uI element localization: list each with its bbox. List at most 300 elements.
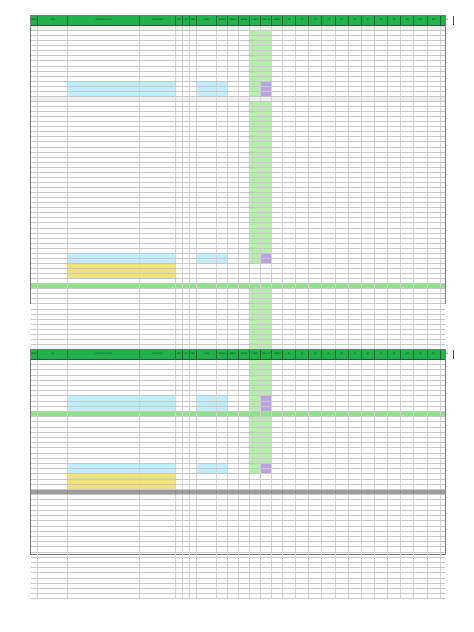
table-cell[interactable] (336, 127, 349, 131)
table-cell[interactable] (336, 31, 349, 35)
table-cell[interactable] (362, 370, 375, 374)
table-cell[interactable]: 1500 (250, 269, 261, 273)
table-cell[interactable] (309, 532, 322, 536)
table-cell[interactable] (217, 516, 228, 520)
table-cell[interactable] (272, 218, 283, 222)
table-cell[interactable] (441, 51, 445, 55)
table-cell[interactable] (31, 553, 38, 557)
table-cell[interactable]: Provisional (197, 117, 217, 121)
table-cell[interactable] (228, 516, 239, 520)
table-cell[interactable] (239, 417, 250, 421)
table-cell[interactable] (228, 573, 239, 577)
table-cell[interactable] (441, 173, 445, 177)
table-cell[interactable]: m (176, 234, 183, 238)
table-cell[interactable]: 1000 gauge (140, 137, 176, 141)
table-cell[interactable] (38, 542, 68, 546)
table-cell[interactable] (336, 102, 349, 106)
table-cell[interactable]: SC-006 (38, 56, 68, 60)
table-cell[interactable]: 2.20 (31, 198, 38, 202)
table-cell[interactable] (362, 521, 375, 525)
table-cell[interactable]: Removal of debris from site (68, 36, 140, 40)
table-cell[interactable] (140, 469, 176, 473)
table-cell[interactable]: 1.7 (31, 61, 38, 65)
table-cell[interactable]: m3 (176, 117, 183, 121)
table-cell[interactable] (296, 148, 309, 152)
table-cell[interactable] (309, 67, 322, 71)
table-cell[interactable] (388, 97, 401, 101)
table-cell[interactable] (441, 320, 445, 324)
table-cell[interactable]: m3 (176, 218, 183, 222)
table-cell[interactable] (441, 386, 445, 390)
table-cell[interactable] (261, 568, 272, 572)
table-cell[interactable] (388, 485, 401, 489)
table-cell[interactable] (349, 137, 362, 141)
table-cell[interactable]: 60 (190, 198, 197, 202)
table-cell[interactable]: Excavation of foundation trenches (68, 102, 140, 106)
table-cell[interactable] (336, 464, 349, 468)
table-cell[interactable] (217, 594, 228, 598)
table-cell[interactable]: Steel roof trusses (68, 417, 140, 421)
table-cell[interactable] (250, 573, 261, 577)
table-cell[interactable] (272, 320, 283, 324)
table-cell[interactable] (401, 469, 414, 473)
table-cell[interactable]: item (176, 198, 183, 202)
table-cell[interactable]: 1.2 (190, 310, 197, 314)
table-cell[interactable]: m2 (176, 360, 183, 364)
table-cell[interactable] (176, 579, 183, 583)
table-cell[interactable] (217, 51, 228, 55)
table-cell[interactable] (322, 213, 335, 217)
table-cell[interactable] (272, 244, 283, 248)
table-cell[interactable]: 2.10 (31, 148, 38, 152)
table-cell[interactable] (336, 289, 349, 293)
table-cell[interactable] (349, 335, 362, 339)
table-cell[interactable] (272, 137, 283, 141)
table-cell[interactable] (322, 158, 335, 162)
table-cell[interactable] (239, 56, 250, 60)
table-cell[interactable] (401, 454, 414, 458)
table-cell[interactable] (283, 511, 296, 515)
table-cell[interactable] (261, 516, 272, 520)
table-cell[interactable]: 5.3 (31, 428, 38, 432)
table-cell[interactable] (296, 402, 309, 406)
table-cell[interactable] (401, 92, 414, 96)
table-cell[interactable] (414, 203, 427, 207)
table-cell[interactable] (283, 178, 296, 182)
table-cell[interactable] (250, 490, 261, 494)
table-cell[interactable] (375, 511, 388, 515)
table-cell[interactable] (140, 87, 176, 91)
table-cell[interactable] (428, 573, 441, 577)
table-cell[interactable] (414, 500, 427, 504)
table-cell[interactable] (228, 584, 239, 588)
table-cell[interactable] (296, 542, 309, 546)
table-cell[interactable]: 150 (250, 193, 261, 197)
table-cell[interactable] (349, 269, 362, 273)
table-cell[interactable] (190, 254, 197, 258)
table-cell[interactable] (283, 203, 296, 207)
table-cell[interactable] (190, 264, 197, 268)
table-cell[interactable] (272, 51, 283, 55)
table-cell[interactable] (336, 97, 349, 101)
table-cell[interactable] (197, 469, 217, 473)
table-cell[interactable] (38, 495, 68, 499)
table-cell[interactable] (428, 97, 441, 101)
table-cell[interactable] (197, 495, 217, 499)
table-cell[interactable] (283, 254, 296, 258)
table-cell[interactable] (388, 208, 401, 212)
table-cell[interactable] (261, 459, 272, 463)
table-cell[interactable] (296, 112, 309, 116)
table-cell[interactable]: SC-009 (38, 72, 68, 76)
table-cell[interactable] (375, 454, 388, 458)
table-cell[interactable] (190, 274, 197, 278)
table-cell[interactable]: M20 (140, 340, 176, 344)
table-cell[interactable] (283, 320, 296, 324)
table-cell[interactable] (362, 568, 375, 572)
table-cell[interactable] (309, 584, 322, 588)
table-cell[interactable]: CW-012 (38, 345, 68, 349)
table-cell[interactable] (388, 325, 401, 329)
table-cell[interactable]: 120 (250, 183, 261, 187)
table-cell[interactable] (272, 183, 283, 187)
table-cell[interactable] (336, 158, 349, 162)
table-cell[interactable] (239, 234, 250, 238)
table-cell[interactable] (283, 495, 296, 499)
table-cell[interactable] (38, 500, 68, 504)
table-cell[interactable] (401, 203, 414, 207)
table-cell[interactable] (322, 208, 335, 212)
table-cell[interactable] (283, 335, 296, 339)
table-cell[interactable]: m (176, 422, 183, 426)
table-cell[interactable] (296, 474, 309, 478)
table-cell[interactable] (309, 396, 322, 400)
table-cell[interactable] (388, 31, 401, 35)
table-cell[interactable] (414, 132, 427, 136)
table-cell[interactable]: 3.11 (31, 340, 38, 344)
table-cell[interactable]: Lump sum (197, 46, 217, 50)
table-cell[interactable] (309, 464, 322, 468)
table-cell[interactable]: Dewatering of excavations (68, 148, 140, 152)
table-cell[interactable] (388, 402, 401, 406)
table-cell[interactable] (183, 26, 190, 30)
table-cell[interactable] (362, 284, 375, 288)
table-cell[interactable]: Non-shrink (140, 345, 176, 349)
table-cell[interactable] (414, 584, 427, 588)
table-cell[interactable] (228, 127, 239, 131)
table-cell[interactable] (283, 122, 296, 126)
table-cell[interactable]: m3 (176, 112, 183, 116)
table-cell[interactable] (428, 500, 441, 504)
table-cell[interactable] (428, 558, 441, 562)
table-cell[interactable]: 25 (183, 391, 190, 395)
table-cell[interactable]: TOTAL CARRIED FORWARD (68, 92, 140, 96)
table-cell[interactable] (441, 239, 445, 243)
table-cell[interactable] (322, 279, 335, 283)
table-cell[interactable] (322, 51, 335, 55)
table-cell[interactable] (217, 474, 228, 478)
table-cell[interactable] (336, 443, 349, 447)
table-cell[interactable] (217, 448, 228, 452)
table-cell[interactable]: 4.4 (31, 376, 38, 380)
table-cell[interactable] (401, 527, 414, 531)
table-cell[interactable]: Matching (140, 433, 176, 437)
table-cell[interactable] (349, 391, 362, 395)
table-cell[interactable] (239, 381, 250, 385)
table-cell[interactable] (239, 46, 250, 50)
table-cell[interactable] (428, 198, 441, 202)
table-cell[interactable] (183, 506, 190, 510)
table-cell[interactable]: m2 (176, 127, 183, 131)
table-cell[interactable] (414, 412, 427, 416)
table-cell[interactable] (183, 547, 190, 551)
table-cell[interactable] (414, 495, 427, 499)
table-cell[interactable]: 2.5 (31, 122, 38, 126)
table-cell[interactable] (401, 485, 414, 489)
table-cell[interactable] (414, 553, 427, 557)
table-cell[interactable] (239, 568, 250, 572)
table-cell[interactable] (217, 391, 228, 395)
table-cell[interactable] (309, 506, 322, 510)
table-cell[interactable] (217, 56, 228, 60)
table-cell[interactable] (388, 422, 401, 426)
table-cell[interactable]: 35 (183, 234, 190, 238)
table-cell[interactable] (322, 433, 335, 437)
table-cell[interactable] (140, 568, 176, 572)
table-cell[interactable]: 400 (190, 249, 197, 253)
table-cell[interactable] (38, 594, 68, 598)
table-cell[interactable] (228, 365, 239, 369)
table-cell[interactable] (261, 178, 272, 182)
table-cell[interactable]: Provisional (197, 137, 217, 141)
table-cell[interactable] (362, 330, 375, 334)
table-cell[interactable] (322, 469, 335, 473)
table-cell[interactable] (283, 428, 296, 432)
table-cell[interactable]: 4.3 (31, 370, 38, 374)
table-cell[interactable] (296, 340, 309, 344)
table-cell[interactable]: Reinstatement of surfaces (68, 208, 140, 212)
table-cell[interactable] (272, 122, 283, 126)
table-cell[interactable] (140, 396, 176, 400)
table-cell[interactable] (336, 67, 349, 71)
table-cell[interactable]: 3 (190, 132, 197, 136)
table-cell[interactable] (428, 102, 441, 106)
table-cell[interactable] (296, 480, 309, 484)
table-cell[interactable] (375, 381, 388, 385)
table-cell[interactable] (349, 289, 362, 293)
table-cell[interactable] (388, 532, 401, 536)
table-cell[interactable] (336, 370, 349, 374)
table-cell[interactable] (38, 264, 68, 268)
table-cell[interactable] (283, 259, 296, 263)
table-cell[interactable] (428, 542, 441, 546)
table-cell[interactable] (375, 218, 388, 222)
table-cell[interactable] (261, 208, 272, 212)
table-cell[interactable] (322, 474, 335, 478)
table-cell[interactable] (441, 41, 445, 45)
table-cell[interactable] (296, 132, 309, 136)
table-cell[interactable] (296, 443, 309, 447)
table-cell[interactable]: Profiled (140, 428, 176, 432)
table-cell[interactable] (176, 274, 183, 278)
table-cell[interactable] (261, 294, 272, 298)
table-cell[interactable] (309, 188, 322, 192)
table-cell[interactable] (428, 553, 441, 557)
table-cell[interactable] (272, 46, 283, 50)
table-cell[interactable] (375, 299, 388, 303)
table-cell[interactable] (414, 589, 427, 593)
table-cell[interactable]: item (176, 67, 183, 71)
table-cell[interactable] (336, 527, 349, 531)
table-cell[interactable] (190, 490, 197, 494)
table-cell[interactable]: Imported (140, 218, 176, 222)
table-cell[interactable] (322, 299, 335, 303)
table-cell[interactable] (349, 61, 362, 65)
table-cell[interactable] (261, 299, 272, 303)
table-cell[interactable] (239, 31, 250, 35)
table-cell[interactable]: 380 (250, 315, 261, 319)
table-cell[interactable] (31, 279, 38, 283)
table-cell[interactable] (239, 132, 250, 136)
table-cell[interactable] (375, 527, 388, 531)
table-cell[interactable] (441, 568, 445, 572)
table-cell[interactable]: nr (176, 178, 183, 182)
table-cell[interactable] (176, 279, 183, 283)
table-cell[interactable] (388, 573, 401, 577)
table-cell[interactable] (322, 239, 335, 243)
table-cell[interactable] (428, 433, 441, 437)
table-cell[interactable] (375, 594, 388, 598)
table-cell[interactable] (414, 51, 427, 55)
table-cell[interactable] (441, 480, 445, 484)
table-cell[interactable] (272, 102, 283, 106)
table-cell[interactable]: 95 (183, 137, 190, 141)
table-cell[interactable] (414, 325, 427, 329)
table-cell[interactable] (140, 500, 176, 504)
table-cell[interactable] (336, 107, 349, 111)
table-cell[interactable] (309, 153, 322, 157)
table-cell[interactable] (349, 315, 362, 319)
table-cell[interactable]: m2 (176, 173, 183, 177)
table-cell[interactable] (228, 67, 239, 71)
table-cell[interactable]: Provisional (197, 454, 217, 458)
table-cell[interactable] (401, 244, 414, 248)
table-cell[interactable] (375, 208, 388, 212)
table-cell[interactable] (441, 284, 445, 288)
table-cell[interactable] (283, 381, 296, 385)
table-cell[interactable] (336, 500, 349, 504)
table-cell[interactable] (272, 365, 283, 369)
table-cell[interactable] (183, 92, 190, 96)
table-cell[interactable] (322, 31, 335, 35)
table-cell[interactable] (296, 178, 309, 182)
table-cell[interactable] (283, 407, 296, 411)
table-cell[interactable] (38, 506, 68, 510)
table-cell[interactable] (309, 82, 322, 86)
table-cell[interactable] (239, 148, 250, 152)
table-cell[interactable] (388, 173, 401, 177)
table-cell[interactable] (375, 417, 388, 421)
table-cell[interactable] (309, 511, 322, 515)
table-cell[interactable] (309, 553, 322, 557)
table-cell[interactable] (388, 244, 401, 248)
table-cell[interactable]: EX-002 (38, 107, 68, 111)
table-cell[interactable] (228, 589, 239, 593)
table-cell[interactable] (239, 532, 250, 536)
table-cell[interactable]: 300 (250, 433, 261, 437)
table-cell[interactable] (349, 422, 362, 426)
table-cell[interactable] (336, 422, 349, 426)
table-cell[interactable] (349, 203, 362, 207)
table-cell[interactable] (349, 122, 362, 126)
table-cell[interactable] (414, 422, 427, 426)
table-cell[interactable] (401, 188, 414, 192)
table-cell[interactable] (217, 46, 228, 50)
table-cell[interactable]: RF-009 (38, 459, 68, 463)
table-cell[interactable]: PROVISIONAL SUMS (68, 269, 140, 273)
table-cell[interactable]: 3.8 (31, 325, 38, 329)
table-cell[interactable] (183, 474, 190, 478)
table-cell[interactable] (401, 148, 414, 152)
table-cell[interactable] (176, 82, 183, 86)
table-cell[interactable] (322, 122, 335, 126)
table-cell[interactable] (176, 412, 183, 416)
table-cell[interactable]: Compacted (140, 117, 176, 121)
table-cell[interactable] (228, 521, 239, 525)
table-cell[interactable] (441, 335, 445, 339)
table-cell[interactable] (31, 594, 38, 598)
table-cell[interactable] (140, 485, 176, 489)
table-cell[interactable] (362, 264, 375, 268)
table-cell[interactable] (250, 279, 261, 283)
table-cell[interactable] (388, 558, 401, 562)
table-cell[interactable]: Sand blinding (68, 168, 140, 172)
table-cell[interactable] (428, 527, 441, 531)
table-cell[interactable] (336, 490, 349, 494)
table-cell[interactable]: Provisional (197, 132, 217, 136)
table-cell[interactable] (283, 516, 296, 520)
table-cell[interactable]: On site (140, 203, 176, 207)
table-cell[interactable] (388, 229, 401, 233)
table-cell[interactable]: EX-011 (38, 153, 68, 157)
table-cell[interactable] (322, 325, 335, 329)
table-cell[interactable] (190, 97, 197, 101)
table-cell[interactable] (228, 158, 239, 162)
table-cell[interactable] (414, 188, 427, 192)
table-cell[interactable] (336, 51, 349, 55)
table-cell[interactable] (283, 573, 296, 577)
table-cell[interactable] (272, 117, 283, 121)
table-cell[interactable] (197, 500, 217, 504)
table-cell[interactable] (428, 77, 441, 81)
table-cell[interactable] (296, 428, 309, 432)
table-cell[interactable] (441, 198, 445, 202)
table-cell[interactable] (375, 264, 388, 268)
table-cell[interactable] (38, 573, 68, 577)
table-cell[interactable] (375, 563, 388, 567)
table-cell[interactable]: Provisional (197, 223, 217, 227)
table-cell[interactable]: As required (140, 77, 176, 81)
table-cell[interactable] (336, 360, 349, 364)
table-cell[interactable] (283, 412, 296, 416)
table-cell[interactable] (309, 325, 322, 329)
table-cell[interactable] (239, 412, 250, 416)
table-cell[interactable] (349, 428, 362, 432)
table-cell[interactable] (261, 365, 272, 369)
table-cell[interactable] (414, 97, 427, 101)
table-cell[interactable] (388, 249, 401, 253)
table-cell[interactable] (414, 218, 427, 222)
